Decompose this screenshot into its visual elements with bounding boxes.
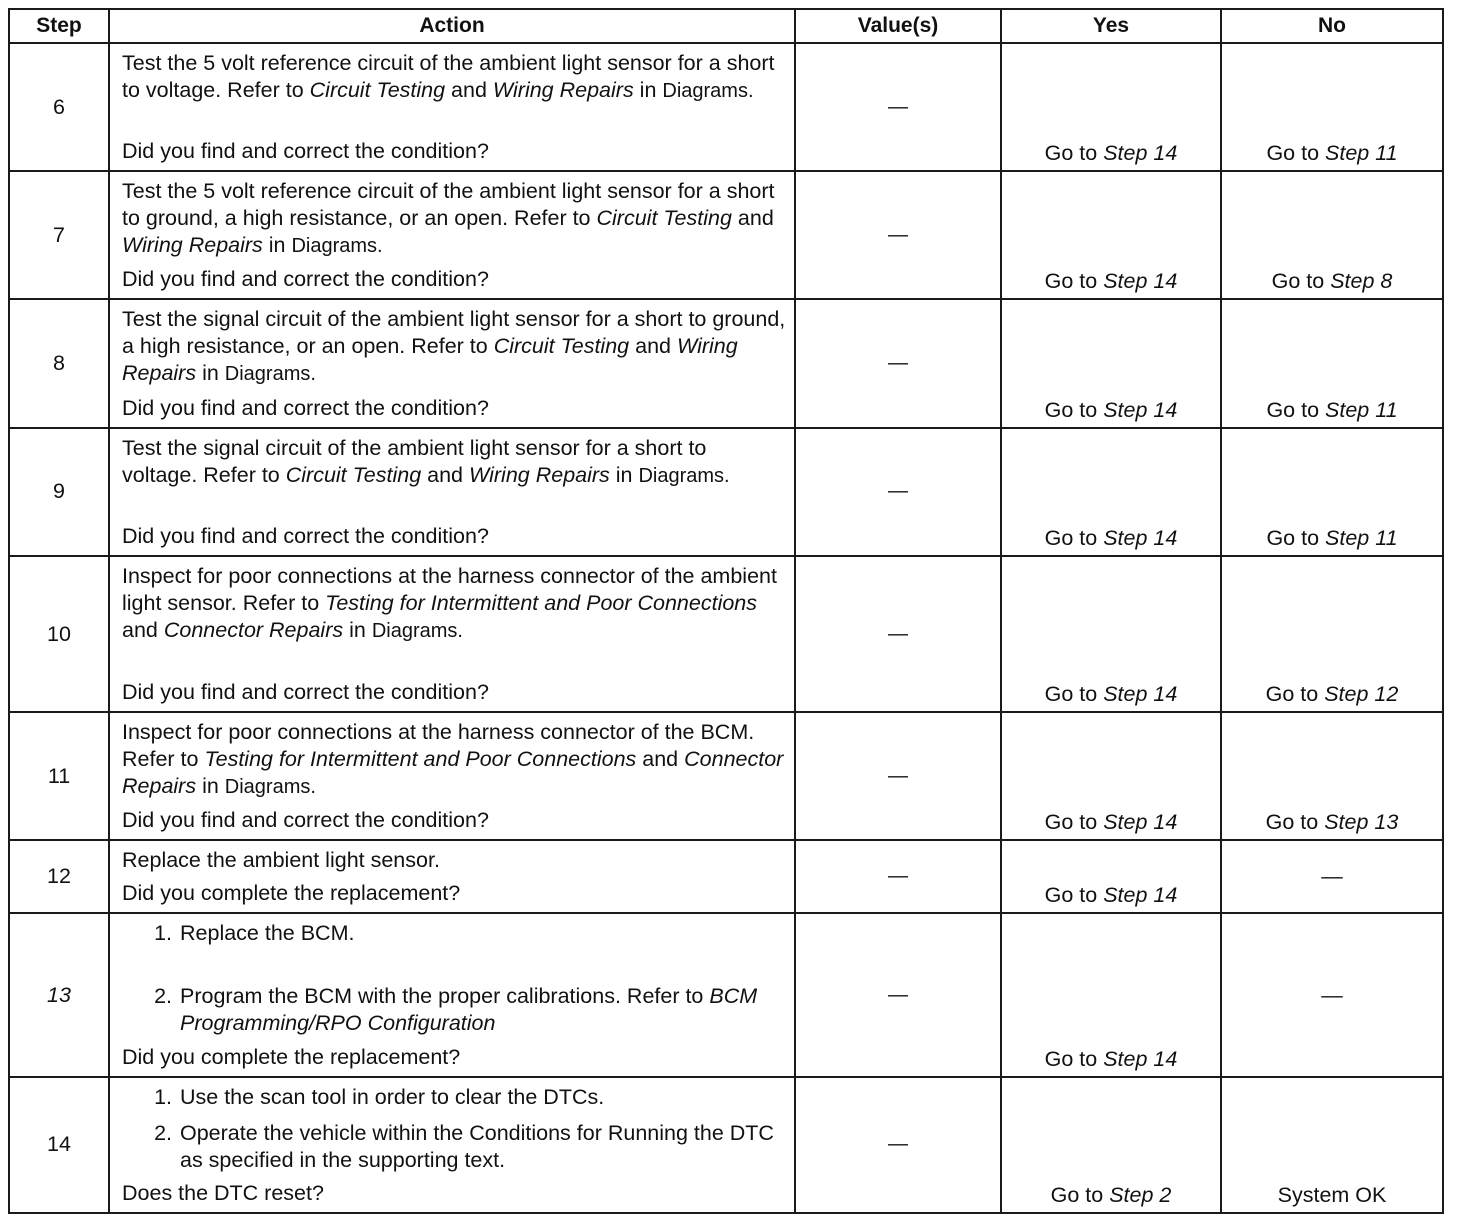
action-cell xyxy=(109,840,795,913)
step-number: 6 xyxy=(9,43,109,171)
action-text: Test the 5 volt reference circuit of the ambient light sensor for a short to voltage. Refer to Circuit Testing and Wiring Repairs in Diagrams. xyxy=(122,51,775,102)
action-text: Test the signal circuit of the ambient light sensor for a short to ground, a high resistance, or an open. Refer to Circuit Testing and Wiring Repairs in Diagrams. xyxy=(122,307,786,386)
table-row xyxy=(9,840,1443,913)
table-row xyxy=(9,428,1443,556)
table-row xyxy=(9,171,1443,299)
no-cell: Go to Step 12 xyxy=(1221,556,1443,712)
step-number: 10 xyxy=(9,556,109,712)
action-question: Did you find and correct the condition? xyxy=(122,395,489,420)
no-cell: Go to Step 11 xyxy=(1221,299,1443,427)
action-question: Did you complete the replacement? xyxy=(122,881,461,906)
yes-step-link: Step 14 xyxy=(1103,810,1178,835)
action-text: Test the signal circuit of the ambient light sensor for a short to voltage. Refer to Circuit Testing and Wiring Repairs in Diagrams. xyxy=(122,435,730,487)
action-question: Did you find and correct the condition? xyxy=(122,139,489,164)
yes-step-link: Step 14 xyxy=(1103,1046,1178,1071)
value-cell: — xyxy=(795,171,1001,299)
action-cell xyxy=(109,171,795,299)
no-step-link: Step 11 xyxy=(1325,141,1398,166)
step-number: 7 xyxy=(9,171,109,299)
action-cell xyxy=(109,1077,795,1213)
action-steps-list xyxy=(122,920,786,1037)
yes-step-link: Step 14 xyxy=(1103,883,1178,908)
action-text: Inspect for poor connections at the harness connector of the ambient light sensor. Refer to Testing for Intermittent and Poor Connections and Connector Repairs in Diagrams. xyxy=(122,563,777,642)
header-yes: Yes xyxy=(1001,9,1221,43)
yes-cell: Go to Step 14 xyxy=(1001,171,1221,299)
yes-cell: Go to Step 14 xyxy=(1001,840,1221,913)
action-cell xyxy=(109,712,795,840)
action-cell xyxy=(109,43,795,171)
step-number: 13 xyxy=(9,913,109,1076)
yes-step-link: Step 14 xyxy=(1103,141,1178,166)
table-row xyxy=(9,1077,1443,1213)
value-cell: — xyxy=(795,712,1001,840)
table-row xyxy=(9,43,1443,171)
no-cell: Go to Step 8 xyxy=(1221,171,1443,299)
step-number: 12 xyxy=(9,840,109,913)
no-step-link: Step 12 xyxy=(1324,682,1399,707)
action-cell xyxy=(109,913,795,1076)
header-no: No xyxy=(1221,9,1443,43)
step-number: 14 xyxy=(9,1077,109,1213)
yes-cell: Go to Step 14 xyxy=(1001,299,1221,427)
action-question: Did you find and correct the condition? xyxy=(122,808,489,833)
value-cell: — xyxy=(795,556,1001,712)
action-text: Replace the ambient light sensor. xyxy=(122,848,440,873)
action-question: Did you find and correct the condition? xyxy=(122,267,489,292)
value-cell: — xyxy=(795,1077,1001,1213)
table-row xyxy=(9,556,1443,712)
action-cell xyxy=(109,556,795,712)
no-step-link: Step 11 xyxy=(1325,525,1398,550)
yes-step-link: Step 14 xyxy=(1103,682,1178,707)
value-cell: — xyxy=(795,43,1001,171)
yes-cell: Go to Step 2 xyxy=(1001,1077,1221,1213)
value-cell: — xyxy=(795,913,1001,1076)
no-step-link: Step 11 xyxy=(1325,397,1398,422)
yes-step-link: Step 14 xyxy=(1103,397,1178,422)
step-number: 9 xyxy=(9,428,109,556)
action-cell xyxy=(109,299,795,427)
action-text: Test the 5 volt reference circuit of the ambient light sensor for a short to ground, a high resistance, or an open. Refer to Circuit Testing and Wiring Repairs in Diagrams. xyxy=(122,179,775,258)
yes-step-link: Step 14 xyxy=(1103,269,1178,294)
yes-step-link: Step 14 xyxy=(1103,525,1178,550)
yes-cell: Go to Step 14 xyxy=(1001,428,1221,556)
diagnostic-table xyxy=(8,8,1444,1214)
no-cell: System OK xyxy=(1221,1077,1443,1213)
value-cell: — xyxy=(795,840,1001,913)
table-row xyxy=(9,299,1443,427)
no-cell: Go to Step 11 xyxy=(1221,43,1443,171)
list-item: 1. Replace the BCM. xyxy=(178,920,786,947)
yes-cell: Go to Step 14 xyxy=(1001,43,1221,171)
table-row xyxy=(9,913,1443,1076)
table-row xyxy=(9,712,1443,840)
action-steps-list xyxy=(122,1084,786,1174)
action-question: Did you find and correct the condition? xyxy=(122,680,489,705)
action-question: Does the DTC reset? xyxy=(122,1181,324,1205)
list-item: 2. Program the BCM with the proper calibrations. Refer to BCM Programming/RPO Configuration xyxy=(178,983,786,1037)
yes-cell: Go to Step 14 xyxy=(1001,712,1221,840)
step-number: 11 xyxy=(9,712,109,840)
no-cell: — xyxy=(1221,913,1443,1076)
no-step-link: Step 8 xyxy=(1330,269,1393,294)
yes-cell: Go to Step 14 xyxy=(1001,913,1221,1076)
value-cell: — xyxy=(795,428,1001,556)
no-cell: Go to Step 13 xyxy=(1221,712,1443,840)
step-number: 8 xyxy=(9,299,109,427)
header-step: Step xyxy=(9,9,109,43)
no-cell: — xyxy=(1221,840,1443,913)
list-item: 1. Use the scan tool in order to clear the DTCs. xyxy=(178,1084,786,1111)
yes-step-link: Step 2 xyxy=(1109,1183,1172,1207)
no-step-link: Step 13 xyxy=(1324,810,1399,835)
action-question: Did you find and correct the condition? xyxy=(122,523,489,548)
action-question: Did you complete the replacement? xyxy=(122,1044,461,1069)
yes-cell: Go to Step 14 xyxy=(1001,556,1221,712)
header-values: Value(s) xyxy=(795,9,1001,43)
header-action: Action xyxy=(109,9,795,43)
header-row xyxy=(9,9,1443,43)
list-item: 2. Operate the vehicle within the Conditions for Running the DTC as specified in the supporting text. xyxy=(178,1120,786,1174)
action-cell xyxy=(109,428,795,556)
no-cell: Go to Step 11 xyxy=(1221,428,1443,556)
value-cell: — xyxy=(795,299,1001,427)
action-text: Inspect for poor connections at the harness connector of the BCM. Refer to Testing for Intermittent and Poor Connections and Connector Repairs in Diagrams. xyxy=(122,720,784,799)
